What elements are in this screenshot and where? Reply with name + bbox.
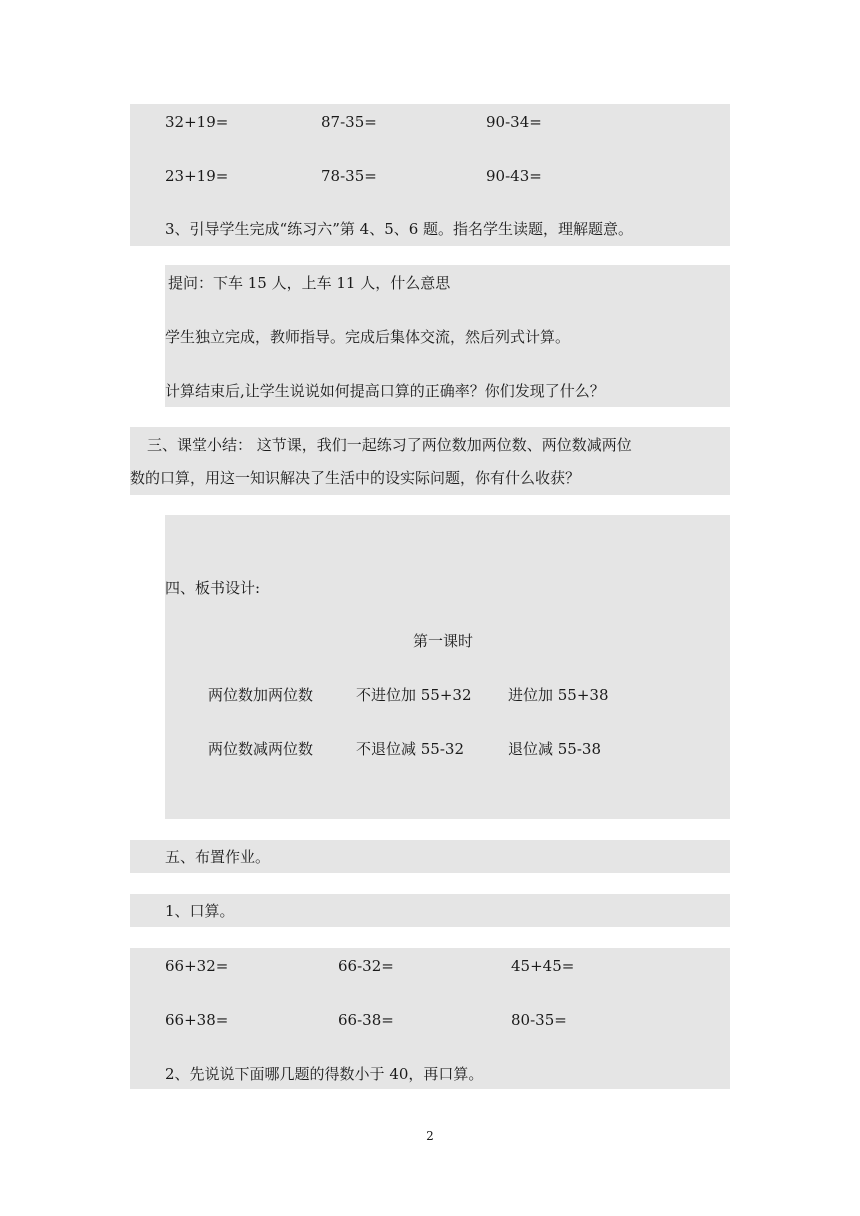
hw-problem-2-3: 80-35= xyxy=(511,1011,567,1029)
page-number: 2 xyxy=(426,1129,434,1143)
board-row-2-case-b: 退位减 55-38 xyxy=(508,740,602,758)
hw-problem-2-1: 66+38= xyxy=(165,1011,229,1029)
summary-line-1: 三、课堂小结： 这节课，我们一起练习了两位数加两位数、两位数减两位 xyxy=(147,436,632,454)
problem-1-2: 87-35= xyxy=(321,113,377,131)
homework-heading: 五、布置作业。 xyxy=(165,848,271,866)
problem-2-2: 78-35= xyxy=(321,167,377,185)
hw-problem-1-1: 66+32= xyxy=(165,957,229,975)
board-design-block xyxy=(165,515,730,819)
problem-2-1: 23+19= xyxy=(165,167,229,185)
question-text: 提问：下车 15 人，上车 11 人，什么意思 xyxy=(168,274,451,292)
hw-problem-1-3: 45+45= xyxy=(511,957,575,975)
hw-problem-2-2: 66-38= xyxy=(338,1011,394,1029)
board-row-1-label: 两位数加两位数 xyxy=(208,686,314,704)
board-row-2-label: 两位数减两位数 xyxy=(208,740,314,758)
reflection-text: 计算结束后,让学生说说如何提高口算的正确率？你们发现了什么？ xyxy=(165,382,605,400)
board-title: 第一课时 xyxy=(413,632,474,650)
board-row-1-case-a: 不进位加 55+32 xyxy=(356,686,472,704)
problem-1-1: 32+19= xyxy=(165,113,229,131)
board-row-1-case-b: 进位加 55+38 xyxy=(508,686,609,704)
instruction-text: 学生独立完成，教师指导。完成后集体交流，然后列式计算。 xyxy=(165,328,571,346)
board-heading: 四、板书设计: xyxy=(165,579,261,597)
summary-line-2: 数的口算，用这一知识解决了生活中的设实际问题，你有什么收获？ xyxy=(130,469,581,487)
board-row-2-case-a: 不退位减 55-32 xyxy=(356,740,465,758)
problem-1-3: 90-34= xyxy=(486,113,542,131)
step-3-text: 3、引导学生完成“练习六”第 4、5、6 题。指名学生读题，理解题意。 xyxy=(165,220,634,238)
hw-problem-1-2: 66-32= xyxy=(338,957,394,975)
homework-item-2: 2、先说说下面哪几题的得数小于 40，再口算。 xyxy=(165,1065,484,1083)
problem-2-3: 90-43= xyxy=(486,167,542,185)
homework-item-1: 1、口算。 xyxy=(165,902,235,920)
